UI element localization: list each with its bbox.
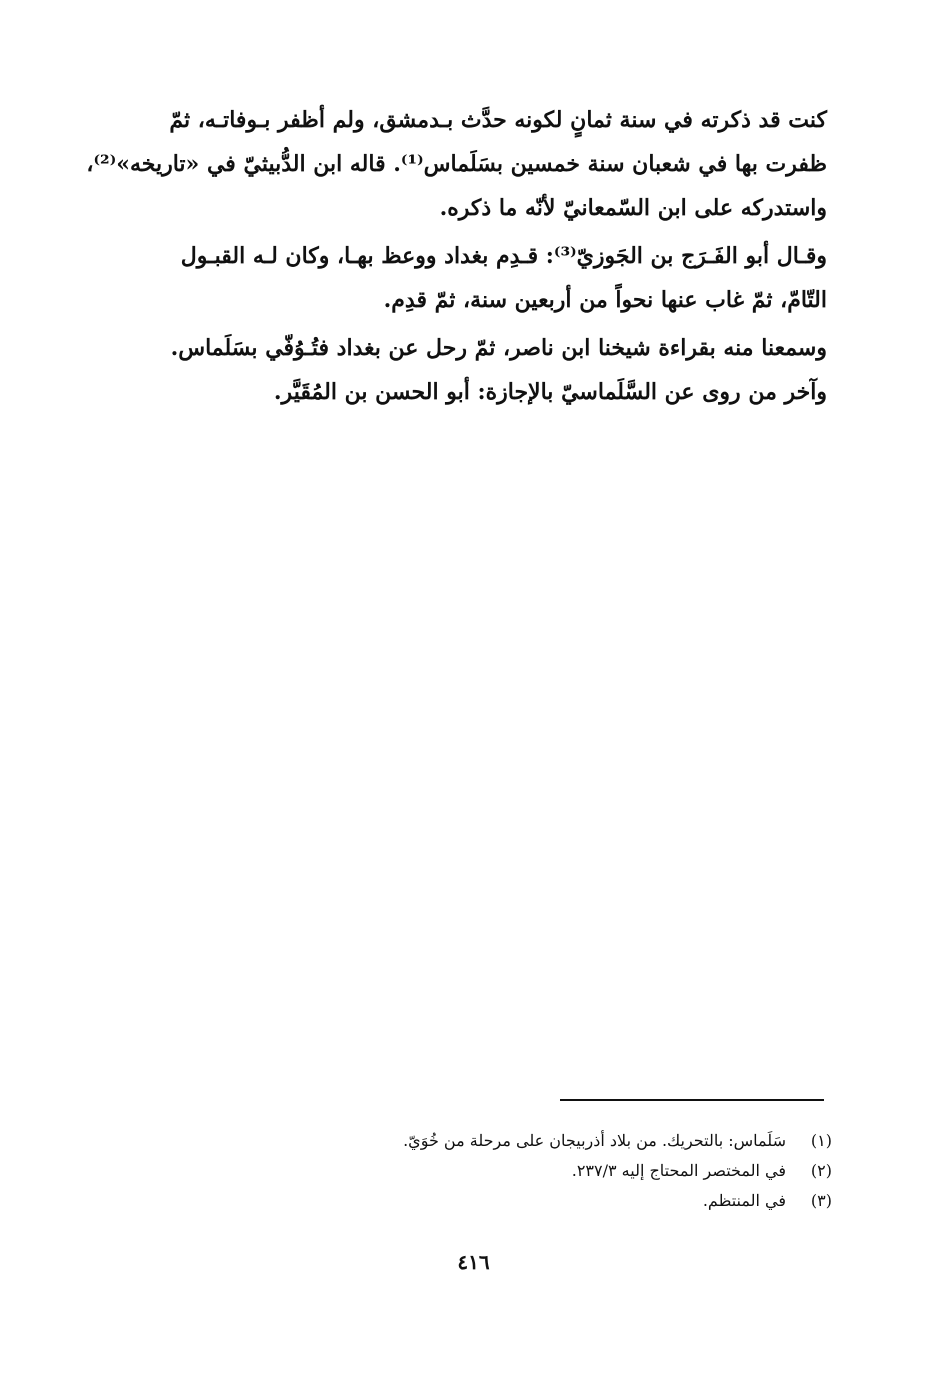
footnote-text: في المختصر المحتاج إليه ٢٣٧/٣.: [571, 1161, 786, 1180]
footnote-number: (٣): [810, 1191, 832, 1210]
text-line: وقـال أبو الفَـرَج بن الجَوزيّ⁽³⁾: قـدِم بغداد ووعظ بهـا، وكان لـه القبـول: [180, 243, 827, 269]
paragraph-1: [86, 98, 827, 230]
paragraph-2: [100, 234, 827, 322]
footnote-1: [300, 1126, 832, 1156]
footnote-2: [300, 1156, 832, 1186]
footnote-3: [300, 1186, 832, 1216]
text-line: وآخر من روى عن السَّلَماسيّ بالإجازة: أبو الحسن بن المُقَيَّر.: [273, 379, 827, 405]
footnote-text: سَلَماس: بالتحريك. من بلاد أذربيجان على مرحلة من خُوَيّ.: [403, 1131, 786, 1150]
footnote-separator: [560, 1099, 824, 1101]
footnote-text: في المنتظم.: [702, 1191, 786, 1210]
footnotes: [300, 1126, 832, 1216]
text-line: ظفرت بها في شعبان سنة خمسين بسَلَماس⁽¹⁾. قاله ابن الدُّبيثيّ في «تاريخه»⁽²⁾،: [86, 151, 827, 177]
text-line: التّامّ، ثمّ غاب عنها نحواً من أربعين سنة، ثمّ قدِم.: [383, 287, 827, 313]
footnote-number: (١): [810, 1131, 832, 1150]
text-line: كنت قد ذكرته في سنة ثمانٍ لكونه حدَّث بـدمشق، ولم أظفر بـوفاتـه، ثمّ: [169, 107, 827, 133]
text-line: واستدركه على ابن السّمعانيّ لأنّه ما ذكره.: [439, 195, 827, 221]
footnote-number: (٢): [810, 1161, 832, 1180]
page-number: ٤١٦: [457, 1250, 490, 1274]
paragraph-3: [100, 326, 827, 414]
text-line: وسمعنا منه بقراءة شيخنا ابن ناصر، ثمّ رحل عن بغداد فتُـوُفّي بسَلَماس.: [170, 335, 827, 361]
main-text: [86, 98, 827, 418]
